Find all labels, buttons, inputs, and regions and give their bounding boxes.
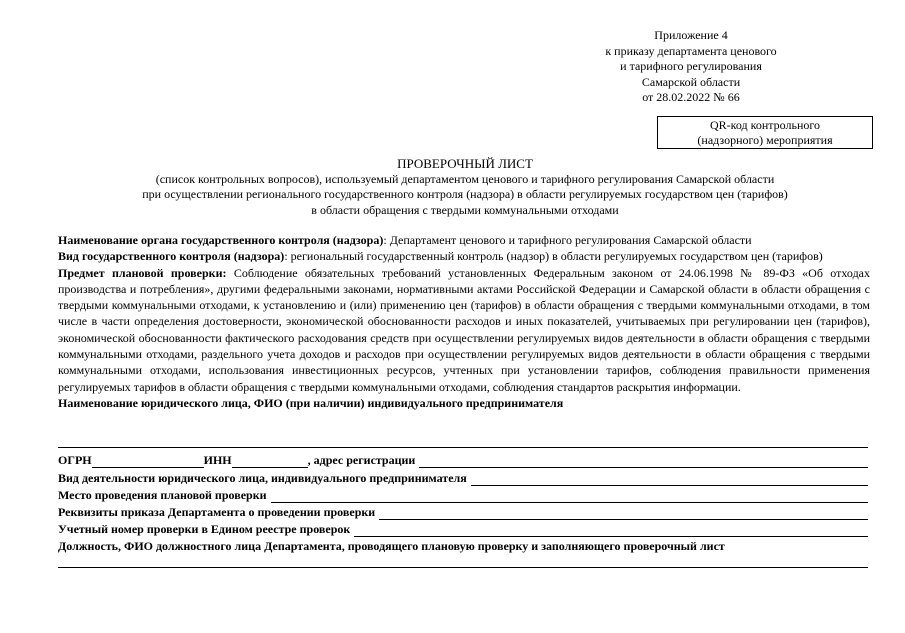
registry-label: Учетный номер проверки в Едином реестре проверок: [58, 522, 351, 536]
place-label: Место проведения плановой проверки: [58, 488, 267, 502]
entity-paragraph: [58, 395, 870, 411]
appendix-line: Самарской области: [641, 74, 741, 89]
order-row: [58, 504, 868, 520]
organ-value: : Департамент ценового и тарифного регулирования Самарской области: [383, 233, 752, 247]
kind-label: Вид государственного контроля (надзора): [58, 249, 285, 264]
kind-value: : региональный государственный контроль (надзор) в области регулируемых государством цен (тарифов): [284, 249, 823, 264]
organ-label: Наименование органа государственного контроля (надзора): [58, 233, 384, 247]
qr-code-box: [657, 116, 873, 149]
title-subline: при осуществлении регионального государственного контроля (надзора) в области регулируемых государством цен (тарифов): [142, 187, 788, 201]
kind-paragraph: [58, 248, 870, 264]
title-subline: (список контрольных вопросов), используемый департаментом ценового и тарифного регулирования Самарской области: [155, 171, 775, 186]
registry-field[interactable]: [354, 524, 868, 537]
ogrn-row: [58, 452, 868, 468]
place-field[interactable]: [271, 490, 868, 503]
appendix-line: и тарифного регулирования: [620, 59, 762, 73]
address-field[interactable]: [419, 455, 868, 468]
document-title: [60, 156, 870, 218]
activity-field[interactable]: [471, 473, 868, 486]
activity-label: Вид деятельности юридического лица, индивидуального предпринимателя: [58, 471, 467, 485]
title-main: ПРОВЕРОЧНЫЙ ЛИСТ: [397, 156, 533, 171]
subject-paragraph: [58, 265, 870, 395]
inn-field[interactable]: [232, 455, 308, 468]
subject-value: Соблюдение обязательных требований установленных Федеральным законом от 24.06.1998 № 89-ФЗ «Об отходах производства и потребления», другими федеральными законами, нормативными актами Российской Федерации и Самарской области в области обращения с твердыми коммунальными отходами, к установлению и (или) применению цен (тарифов) в области обращения с твердыми коммунальными отходами, в том числе в части определения достоверности, экономической обоснованности расходов и иных показателей, учитываемых при регулировании цен (тарифов), экономической обоснованности фактического расходования средств при осуществлении регулируемых видов деятельности в области обращения с твердыми коммунальными отходами, раздельного учета доходов и расходов при осуществлении регулируемых видов деятельности в области обращения с твердыми коммунальными отходами, использования инвестиционных ресурсов, учтенных при установлении тарифов, соблюдения правильности применения регулируемых тарифов в области обращения с твердыми коммунальными отходами, соблюдения стандартов раскрытия информации.: [58, 265, 871, 394]
appendix-header: [571, 28, 811, 106]
address-label: , адрес регистрации: [307, 453, 416, 467]
entity-fill-line[interactable]: [58, 447, 868, 448]
subject-label: Предмет плановой проверки:: [58, 265, 227, 280]
document-body: [58, 232, 870, 411]
appendix-line: Приложение 4: [654, 28, 728, 42]
ogrn-label: ОГРН: [58, 453, 92, 467]
qr-box-line: (надзорного) мероприятия: [697, 133, 833, 147]
organ-paragraph: [58, 232, 870, 248]
title-subline: в области обращения с твердыми коммунальными отходами: [311, 202, 619, 217]
order-field[interactable]: [379, 507, 868, 520]
inn-label: ИНН: [203, 453, 232, 467]
order-label: Реквизиты приказа Департамента о проведении проверки: [58, 505, 376, 519]
official-row: [58, 538, 868, 554]
registry-row: [58, 521, 868, 537]
official-label: Должность, ФИО должностного лица Департамента, проводящего плановую проверку и заполняющего проверочный лист: [58, 539, 725, 553]
ogrn-field[interactable]: [92, 455, 204, 468]
qr-box-line: QR-код контрольного: [709, 118, 821, 132]
entity-label: Наименование юридического лица, ФИО (при наличии) индивидуального предпринимателя: [58, 395, 564, 410]
place-row: [58, 487, 868, 503]
official-fill-line[interactable]: [58, 567, 868, 568]
appendix-line: к приказу департамента ценового: [605, 43, 777, 58]
appendix-line: от 28.02.2022 № 66: [642, 90, 740, 104]
activity-row: [58, 470, 868, 486]
